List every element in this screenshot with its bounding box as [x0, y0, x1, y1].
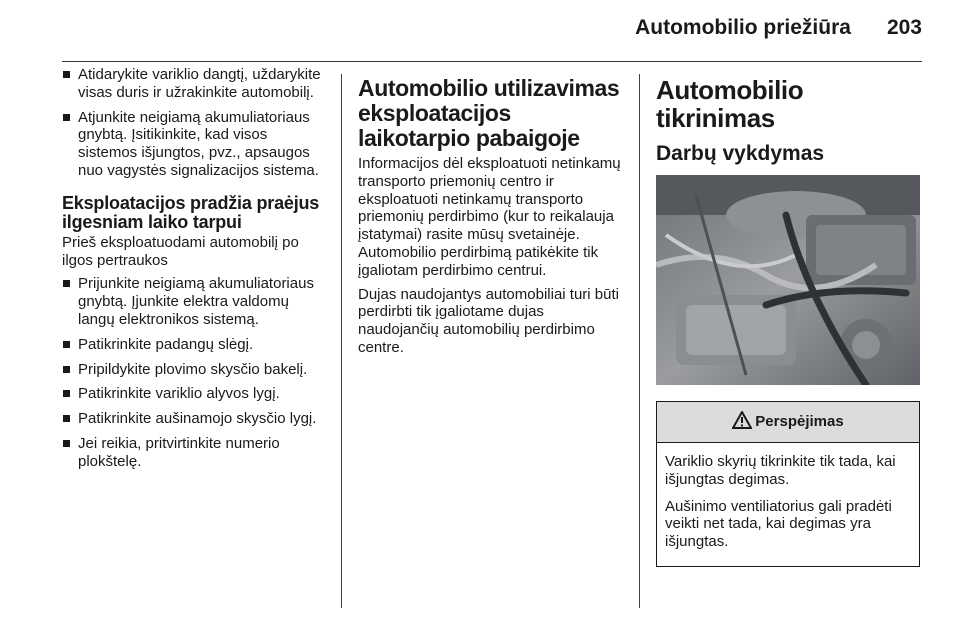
warning-paragraph-1: Variklio skyrių tikrinkite tik tada, kai išjungtas degimas.: [665, 453, 896, 488]
list-item: Jei reikia, pritvirtinkite numerio plokštelę.: [62, 435, 324, 471]
storage-steps-list: [62, 66, 324, 180]
column-middle: [358, 66, 626, 363]
page-number: 203: [886, 16, 922, 39]
page-title: Automobilio priežiūra: [635, 16, 851, 39]
column-left: [62, 66, 324, 478]
warning-header: [657, 402, 919, 443]
list-item: Patikrinkite variklio alyvos lygį.: [62, 385, 324, 403]
list-item: Atjunkite neigiamą akumuliatoriaus gnybtą. Įsitikinkite, kad visos sistemos išjungtos, pvz., apsaugos nuo vagystės signalizacijos sistema.: [62, 109, 324, 180]
column-divider-1: [341, 74, 342, 608]
warning-box: [656, 401, 920, 567]
section-heading-inspection: Automobilio tikrinimas: [656, 75, 804, 133]
list-item: Atidarykite variklio dangtį, uždarykite visas duris ir užrakinkite automobilį.: [62, 66, 324, 102]
disposal-paragraph-1: Informacijos dėl eksploatuoti netinkamų transporto priemonių centro ir eksploatuoti netinkamų transporto priemonių perdirbimo (kur to reikalauja įstatymai) rasite mūsų svetainėje. Automobilio perdirbimą patikėkite tik įgaliotam perdirbimo centrui.: [358, 155, 621, 279]
subsection-heading-work: Darbų vykdymas: [656, 142, 825, 165]
section-heading-disposal: Automobilio utilizavimas eksploatacijos laikotarpio pabaigoje: [358, 75, 620, 151]
warning-body: [657, 443, 919, 566]
section-heading-restart: Eksploatacijos pradžia praėjus ilgesniam laiko tarpui: [62, 192, 320, 232]
page-header: [62, 16, 922, 46]
header-divider: [62, 61, 922, 62]
restart-steps-list: [62, 275, 324, 470]
column-divider-2: [639, 74, 640, 608]
section-intro: Prieš eksploatuodami automobilį po ilgos pertraukos: [62, 233, 299, 269]
list-item: Pripildykite plovimo skysčio bakelį.: [62, 361, 324, 379]
warning-paragraph-2: Aušinimo ventiliatorius gali pradėti veikti net tada, kai degimas yra išjungtas.: [665, 497, 892, 551]
warning-triangle-icon: [732, 411, 752, 434]
warning-title: Perspėjimas: [755, 413, 844, 431]
list-item: Patikrinkite aušinamojo skysčio lygį.: [62, 410, 324, 428]
disposal-paragraph-2: Dujas naudojantys automobiliai turi būti perdirbti tik įgaliotame dujas naudojančių automobilių perdirbimo centre.: [358, 285, 619, 356]
engine-bay-photo: [656, 175, 920, 385]
list-item: Prijunkite neigiamą akumuliatoriaus gnybtą. Įjunkite elektra valdomų langų elektronikos sistemą.: [62, 275, 324, 328]
list-item: Patikrinkite padangų slėgį.: [62, 336, 324, 354]
column-right: [656, 66, 920, 567]
